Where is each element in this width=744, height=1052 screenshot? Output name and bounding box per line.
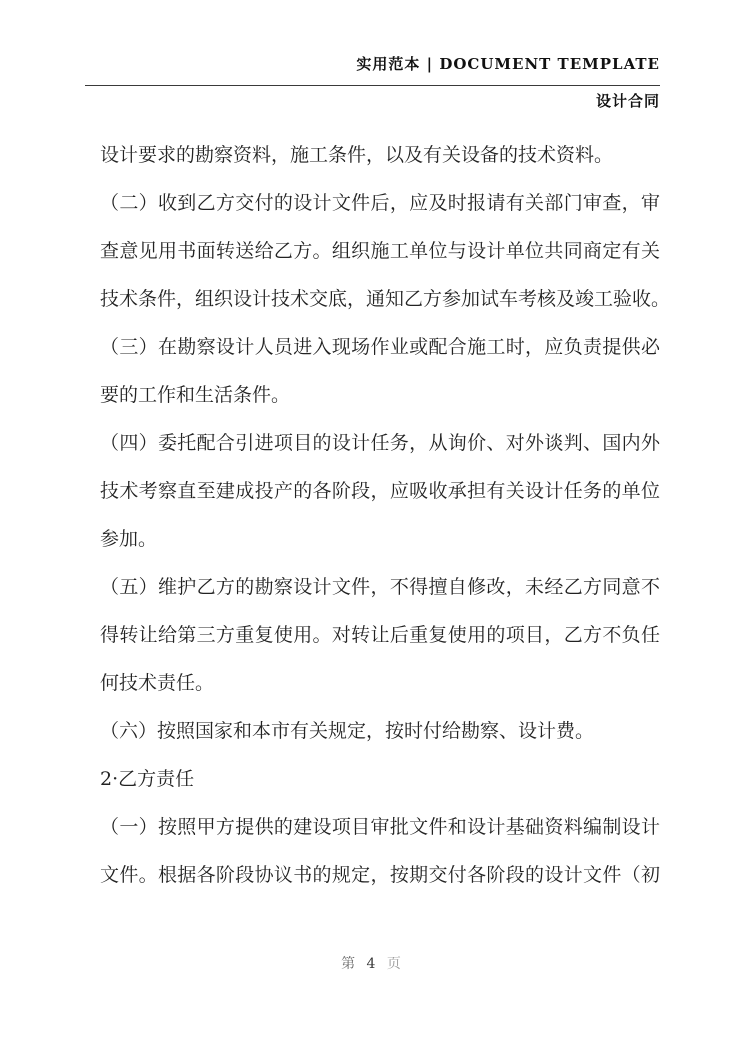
header-brand: 实用范本 | DOCUMENT TEMPLATE: [356, 55, 660, 73]
body-line: 参加。: [100, 528, 158, 550]
body-line: 查意见用书面转送给乙方。组织施工单位与设计单位共同商定有关: [100, 240, 660, 262]
footer-suffix: 页: [386, 956, 403, 972]
body-line: 文件。根据各阶段协议书的规定，按期交付各阶段的设计文件（初: [100, 864, 660, 886]
body-line: 2·乙方责任: [100, 768, 195, 790]
body-line: 要的工作和生活条件。: [100, 384, 291, 406]
footer-prefix: 第: [341, 956, 358, 972]
body-line: 何技术责任。: [100, 672, 215, 694]
body-line: （二）收到乙方交付的设计文件后，应及时报请有关部门审查，审: [100, 192, 660, 214]
body-line: 得转让给第三方重复使用。对转让后重复使用的项目，乙方不负任: [100, 624, 660, 646]
page-number: 4: [366, 956, 378, 972]
body-line: （五）维护乙方的勘察设计文件，不得擅自修改，未经乙方同意不: [100, 576, 660, 598]
doc-title: 设计合同: [595, 92, 660, 110]
body-line: （一）按照甲方提供的建设项目审批文件和设计基础资料编制设计: [100, 816, 660, 838]
body-line: 技术条件，组织设计技术交底，通知乙方参加试车考核及竣工验收。: [100, 288, 671, 310]
body-line: 设计要求的勘察资料，施工条件，以及有关设备的技术资料。: [100, 144, 614, 166]
body-line: （四）委托配合引进项目的设计任务，从询价、对外谈判、国内外: [100, 432, 660, 454]
document-body: [100, 131, 671, 899]
header-divider: [85, 85, 660, 86]
body-line: （六）按照国家和本市有关规定，按时付给勘察、设计费。: [100, 720, 595, 742]
page-footer: [0, 953, 744, 973]
body-line: （三）在勘察设计人员进入现场作业或配合施工时，应负责提供必: [100, 336, 660, 358]
body-line: 技术考察直至建成投产的各阶段，应吸收承担有关设计任务的单位: [100, 480, 660, 502]
